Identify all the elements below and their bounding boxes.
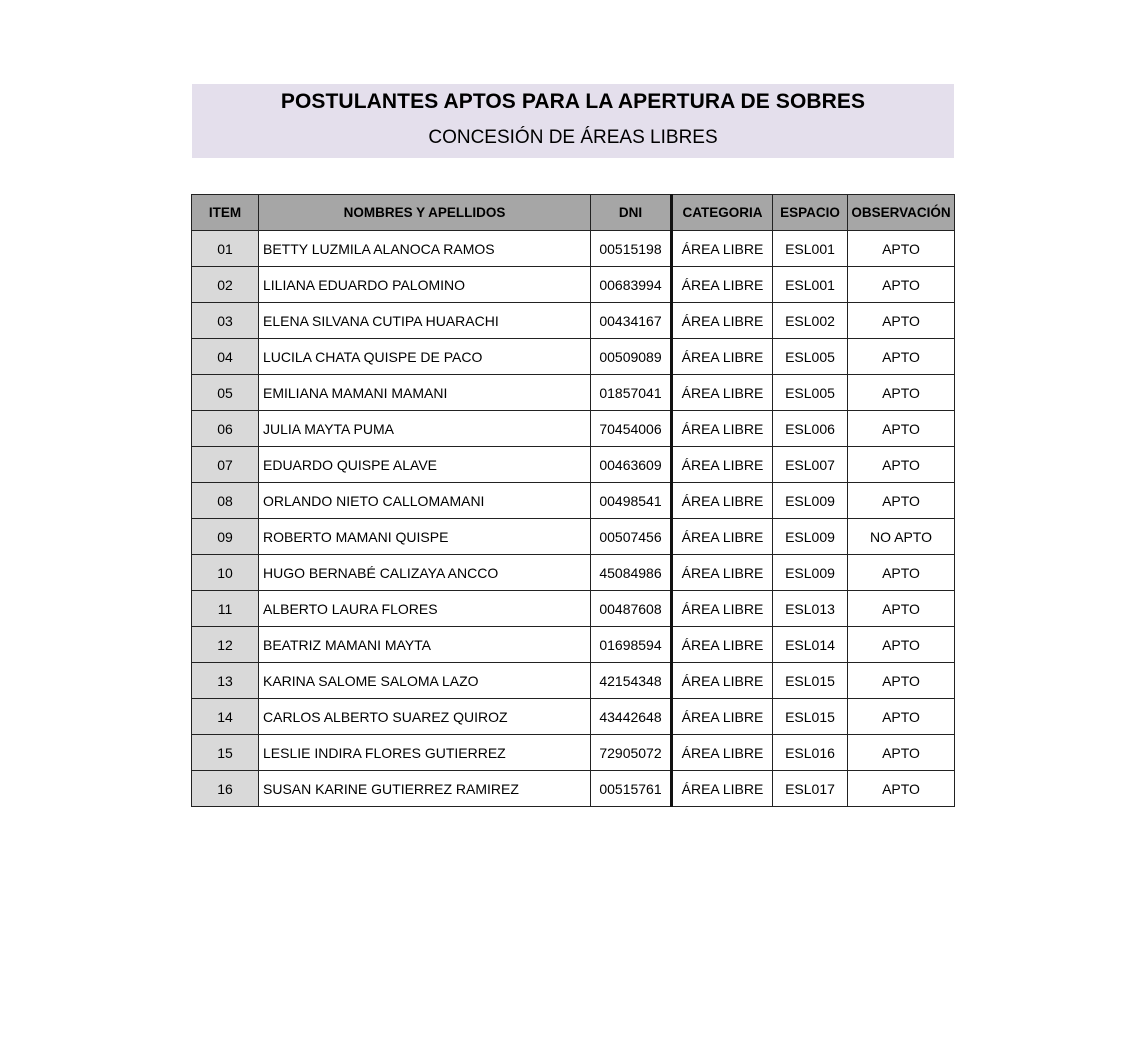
category-cell: ÁREA LIBRE [672,267,773,303]
name-cell: ALBERTO LAURA FLORES [259,591,591,627]
table-header [192,195,955,231]
name-cell: BETTY LUZMILA ALANOCA RAMOS [259,231,591,267]
dni-cell: 00507456 [591,519,672,555]
table-row [192,555,955,591]
item-cell: 02 [192,267,259,303]
observation-cell: APTO [848,303,955,339]
item-cell: 09 [192,519,259,555]
space-cell: ESL017 [773,771,848,807]
table-row [192,627,955,663]
observation-cell: APTO [848,411,955,447]
category-cell: ÁREA LIBRE [672,663,773,699]
dni-cell: 00509089 [591,339,672,375]
space-cell: ESL013 [773,591,848,627]
header-row [192,195,955,231]
space-cell: ESL005 [773,339,848,375]
category-cell: ÁREA LIBRE [672,483,773,519]
column-header-name: NOMBRES Y APELLIDOS [259,195,591,231]
category-cell: ÁREA LIBRE [672,699,773,735]
category-cell: ÁREA LIBRE [672,771,773,807]
name-cell: CARLOS ALBERTO SUAREZ QUIROZ [259,699,591,735]
space-cell: ESL005 [773,375,848,411]
name-cell: EDUARDO QUISPE ALAVE [259,447,591,483]
column-header-item: ITEM [192,195,259,231]
table-row [192,771,955,807]
dni-cell: 45084986 [591,555,672,591]
category-cell: ÁREA LIBRE [672,591,773,627]
dni-cell: 00434167 [591,303,672,339]
table-row [192,411,955,447]
name-cell: ELENA SILVANA CUTIPA HUARACHI [259,303,591,339]
space-cell: ESL001 [773,231,848,267]
table-row [192,699,955,735]
document-title: POSTULANTES APTOS PARA LA APERTURA DE SOBRES [280,90,866,113]
observation-cell: APTO [848,735,955,771]
table-body [192,231,955,807]
dni-cell: 00463609 [591,447,672,483]
observation-cell: NO APTO [848,519,955,555]
item-cell: 07 [192,447,259,483]
dni-cell: 00683994 [591,267,672,303]
table-row [192,735,955,771]
space-cell: ESL015 [773,699,848,735]
space-cell: ESL006 [773,411,848,447]
category-cell: ÁREA LIBRE [672,375,773,411]
observation-cell: APTO [848,447,955,483]
item-cell: 12 [192,627,259,663]
observation-cell: APTO [848,663,955,699]
applicants-table [191,194,955,807]
item-cell: 15 [192,735,259,771]
category-cell: ÁREA LIBRE [672,627,773,663]
space-cell: ESL009 [773,483,848,519]
table-row [192,663,955,699]
table-row [192,483,955,519]
table-row [192,447,955,483]
observation-cell: APTO [848,339,955,375]
category-cell: ÁREA LIBRE [672,231,773,267]
column-header-dni: DNI [591,195,672,231]
item-cell: 04 [192,339,259,375]
name-cell: JULIA MAYTA PUMA [259,411,591,447]
observation-cell: APTO [848,375,955,411]
name-cell: LILIANA EDUARDO PALOMINO [259,267,591,303]
table-row [192,303,955,339]
item-cell: 10 [192,555,259,591]
item-cell: 16 [192,771,259,807]
dni-cell: 00515198 [591,231,672,267]
table-row [192,591,955,627]
item-cell: 01 [192,231,259,267]
table-row [192,267,955,303]
space-cell: ESL001 [773,267,848,303]
name-cell: BEATRIZ MAMANI MAYTA [259,627,591,663]
name-cell: EMILIANA MAMANI MAMANI [259,375,591,411]
dni-cell: 01857041 [591,375,672,411]
item-cell: 13 [192,663,259,699]
observation-cell: APTO [848,483,955,519]
observation-cell: APTO [848,591,955,627]
table-row [192,339,955,375]
observation-cell: APTO [848,771,955,807]
column-header-category: CATEGORIA [672,195,773,231]
column-header-observation: OBSERVACIÓN [848,195,955,231]
observation-cell: APTO [848,699,955,735]
item-cell: 11 [192,591,259,627]
category-cell: ÁREA LIBRE [672,735,773,771]
name-cell: SUSAN KARINE GUTIERREZ RAMIREZ [259,771,591,807]
space-cell: ESL007 [773,447,848,483]
category-cell: ÁREA LIBRE [672,339,773,375]
dni-cell: 70454006 [591,411,672,447]
item-cell: 08 [192,483,259,519]
document-subtitle: CONCESIÓN DE ÁREAS LIBRES [428,127,718,148]
dni-cell: 00487608 [591,591,672,627]
space-cell: ESL016 [773,735,848,771]
name-cell: ORLANDO NIETO CALLOMAMANI [259,483,591,519]
category-cell: ÁREA LIBRE [672,447,773,483]
category-cell: ÁREA LIBRE [672,555,773,591]
name-cell: KARINA SALOME SALOMA LAZO [259,663,591,699]
observation-cell: APTO [848,267,955,303]
category-cell: ÁREA LIBRE [672,519,773,555]
observation-cell: APTO [848,231,955,267]
name-cell: ROBERTO MAMANI QUISPE [259,519,591,555]
name-cell: LUCILA CHATA QUISPE DE PACO [259,339,591,375]
item-cell: 03 [192,303,259,339]
dni-cell: 42154348 [591,663,672,699]
space-cell: ESL009 [773,519,848,555]
item-cell: 06 [192,411,259,447]
category-cell: ÁREA LIBRE [672,303,773,339]
dni-cell: 72905072 [591,735,672,771]
table-row [192,375,955,411]
table-row [192,231,955,267]
dni-cell: 01698594 [591,627,672,663]
dni-cell: 00498541 [591,483,672,519]
dni-cell: 43442648 [591,699,672,735]
space-cell: ESL002 [773,303,848,339]
space-cell: ESL014 [773,627,848,663]
observation-cell: APTO [848,555,955,591]
category-cell: ÁREA LIBRE [672,411,773,447]
item-cell: 14 [192,699,259,735]
name-cell: HUGO BERNABÉ CALIZAYA ANCCO [259,555,591,591]
observation-cell: APTO [848,627,955,663]
space-cell: ESL009 [773,555,848,591]
name-cell: LESLIE INDIRA FLORES GUTIERREZ [259,735,591,771]
space-cell: ESL015 [773,663,848,699]
item-cell: 05 [192,375,259,411]
document-header [192,84,954,158]
column-header-space: ESPACIO [773,195,848,231]
dni-cell: 00515761 [591,771,672,807]
table-row [192,519,955,555]
